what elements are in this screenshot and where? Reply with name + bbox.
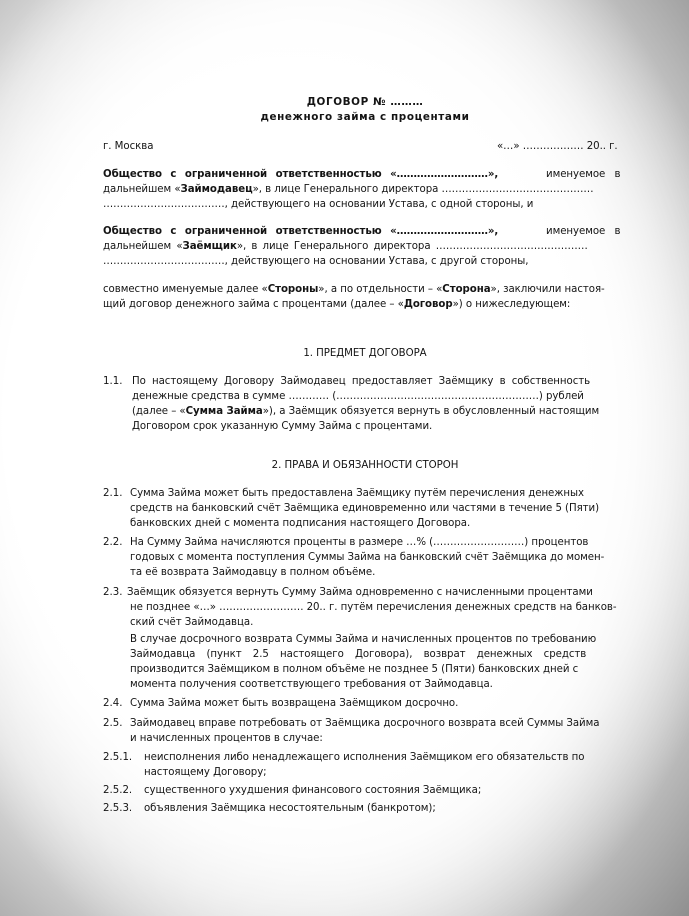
clause-text: По настоящему Договору Займодавец предоставляет Заёмщику в собственность: [132, 376, 591, 387]
clause-text: ский счёт Займодавца.: [130, 617, 254, 628]
section-2-heading: 2. ПРАВА И ОБЯЗАННОСТИ СТОРОН: [271, 460, 459, 471]
clause-text: настоящему Договору;: [144, 767, 267, 778]
clause-text: Сумма Займа может быть возвращена Заёмщиком досрочно.: [130, 698, 459, 709]
clause-text: Сумма Займа может быть предоставлена Заёмщику путём перечисления денежных: [130, 488, 584, 499]
party-borrower-rep: », в лице Генерального директора ………………………………………: [236, 241, 588, 252]
term-loan-amount: Сумма Займа: [185, 406, 263, 417]
contract-title: ДОГОВОР № ………: [306, 96, 424, 108]
clause-text: денежные средства в сумме ………… (……………………………………………………) рублей: [132, 391, 584, 402]
city: г. Москва: [103, 141, 154, 152]
preamble-line1: [103, 282, 605, 297]
party-borrower-line3: ………………………………, действующего на основании Устава, с другой стороны,: [103, 256, 529, 267]
preamble-term-contract: Договор: [403, 299, 453, 310]
clause-text: не позднее «…» ……………………. 20.. г. путём перечисления денежных средств на банков-: [130, 602, 617, 613]
clause-text: Заёмщик обязуется вернуть Сумму Займа одновременно с начисленными процентами: [127, 587, 593, 598]
clause-text-part: »), а Заёмщик обязуется вернуть в обусловленный настоящим: [262, 406, 600, 417]
clause-text: объявления Заёмщика несостоятельным (банкротом);: [144, 803, 436, 814]
clause-text: В случае досрочного возврата Суммы Займа и начисленных процентов по требованию: [130, 634, 597, 645]
clause-text: Договором срок указанную Сумму Займа с процентами.: [132, 421, 433, 432]
clause-text: [132, 404, 599, 419]
clause-number: 2.5.2.: [103, 785, 133, 796]
clause-text: производится Заёмщиком в полном объёме не позднее 5 (Пяти) банковских дней с: [130, 664, 579, 675]
clause-number: 2.5.: [103, 718, 123, 729]
clause-text: Займодавца (пункт 2.5 настоящего Договора), возврат денежных средств: [130, 649, 587, 660]
clause-text: На Сумму Займа начисляются проценты в размере …% (………………………) процентов: [130, 537, 589, 548]
clause-text: Займодавец вправе потребовать от Заёмщика досрочного возврата всей Суммы Займа: [130, 718, 600, 729]
clause-number: 2.4.: [103, 698, 123, 709]
party-borrower-role: Заёмщик: [182, 241, 237, 252]
clause-text: существенного ухудшения финансового состояния Заёмщика;: [144, 785, 482, 796]
party-lender-designation: именуемое в: [546, 169, 621, 180]
clause-number: 2.3.: [103, 587, 123, 598]
preamble-line2: [103, 297, 570, 312]
party-lender-role: Займодавец: [180, 184, 253, 195]
clause-text-part: (далее – «: [132, 406, 186, 417]
preamble-text-f: щий договор денежного займа с процентами (далее – «: [103, 299, 404, 310]
preamble-text-a: совместно именуемые далее «: [103, 284, 268, 295]
clause-text: и начисленных процентов в случае:: [130, 733, 323, 744]
party-borrower-line2: [103, 239, 588, 254]
clause-number: 1.1.: [103, 376, 123, 387]
clause-text: годовых с момента поступления Суммы Займа на банковский счёт Заёмщика до момен-: [130, 552, 605, 563]
party-lender-line2: [103, 182, 594, 197]
preamble-text-g: ») о нижеследующем:: [452, 299, 571, 310]
preamble-term-party: Сторона: [442, 284, 491, 295]
preamble-text-c: », а по отдельности – «: [318, 284, 443, 295]
party-lender-rep: », в лице Генерального директора ………………………………………: [252, 184, 594, 195]
party-borrower-name: Общество с ограниченной ответственностью «………………………»,: [103, 226, 499, 237]
clause-number: 2.5.1.: [103, 752, 133, 763]
contract-date: «…» ……………… 20.. г.: [497, 141, 618, 152]
party-lender-name: Общество с ограниченной ответственностью «………………………»,: [103, 169, 499, 180]
clause-text: банковских дней с момента подписания настоящего Договора.: [130, 518, 471, 529]
party-borrower-designation: именуемое в: [546, 226, 621, 237]
preamble-text-e: », заключили настоя-: [490, 284, 605, 295]
clause-number: 2.2.: [103, 537, 123, 548]
preamble-term-parties: Стороны: [267, 284, 319, 295]
contract-subtitle: денежного займа с процентами: [260, 111, 470, 123]
party-lender-line3: ………………………………, действующего на основании Устава, с одной стороны, и: [103, 199, 534, 210]
party-lender-prefix: дальнейшем «: [103, 184, 181, 195]
clause-text: та её возврата Займодавцу в полном объёме.: [130, 567, 376, 578]
section-1-heading: 1. ПРЕДМЕТ ДОГОВОРА: [303, 348, 427, 359]
clause-text: неисполнения либо ненадлежащего исполнения Заёмщиком его обязательств по: [144, 752, 585, 763]
clause-text: момента получения соответствующего требования от Займодавца.: [130, 679, 493, 690]
party-borrower-prefix: дальнейшем «: [103, 241, 183, 252]
clause-number: 2.1.: [103, 488, 123, 499]
clause-number: 2.5.3.: [103, 803, 133, 814]
clause-text: средств на банковский счёт Заёмщика единовременно или частями в течение 5 (Пяти): [130, 503, 600, 514]
